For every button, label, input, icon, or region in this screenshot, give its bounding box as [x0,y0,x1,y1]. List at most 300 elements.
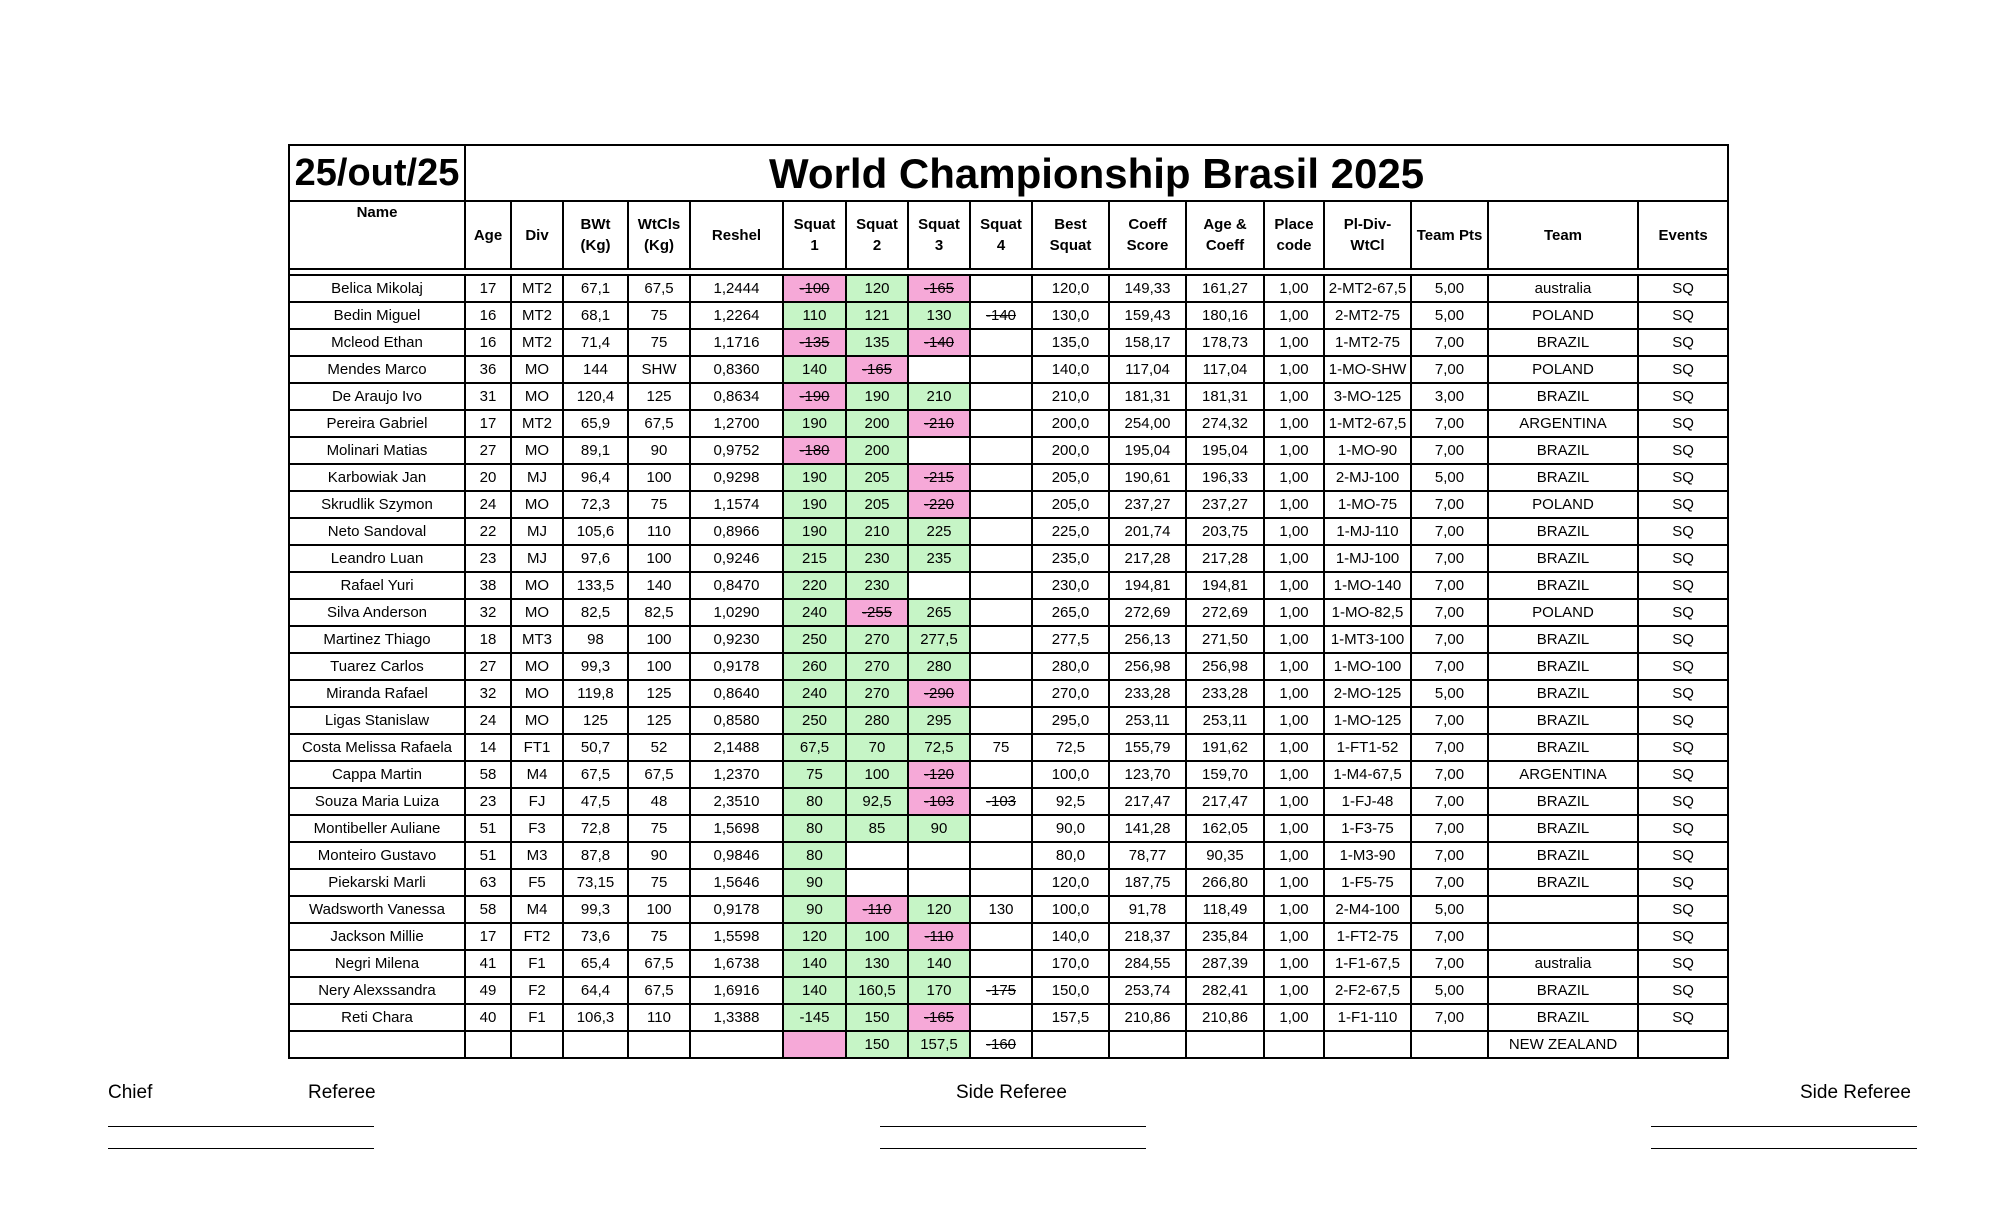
cell-text: 159,70 [1202,766,1248,783]
cell-team-pts [1411,653,1488,680]
cell-coeff-score [1109,842,1186,869]
cell-age-coeff [1186,410,1264,437]
cell-wtcls [628,734,690,761]
cell-place-code [1264,410,1324,437]
cell-text: BRAZIL [1536,1009,1590,1026]
cell-pl-div-wtcl [1324,977,1411,1004]
cell-best-squat [1032,950,1109,977]
cell-text: SQ [1672,928,1694,945]
cell-text: 120 [926,901,952,918]
cell-age [465,302,511,329]
cell-best-squat [1032,329,1109,356]
cell-text: 0,9752 [713,442,760,459]
cell-text: 217,28 [1202,550,1248,567]
cell-squat-1 [783,491,846,518]
cell-coeff-score [1109,761,1186,788]
cell-text: 180,16 [1202,307,1248,324]
cell-text: BRAZIL [1536,712,1590,729]
cell-text: 32 [479,604,497,621]
cell-text: 1,1574 [713,496,760,513]
cell-text: 17 [479,280,497,297]
cell-squat-2 [846,707,908,734]
table-row [289,977,1728,1004]
cell-reshel [690,896,783,923]
cell-reshel [690,302,783,329]
cell-text: 67,5 [644,415,674,432]
col-header-pl-div-wtcl [1324,201,1411,269]
cell-text: 90 [930,820,948,837]
cell-text: 58 [479,901,497,918]
cell-squat-1 [783,842,846,869]
cell-text: 1,00 [1279,1009,1309,1026]
cell-team [1488,869,1638,896]
cell-coeff-score [1109,1004,1186,1031]
cell-text: 117,04 [1202,361,1248,378]
cell-best-squat [1032,653,1109,680]
cell-text: SQ [1672,361,1694,378]
cell-text: 75 [992,739,1010,756]
cell-text: Mcleod Ethan [331,334,423,351]
cell-text: BRAZIL [1536,334,1590,351]
cell-events [1638,464,1728,491]
cell-text: ARGENTINA [1519,415,1607,432]
cell-text: 23 [479,550,497,567]
cell-text: SHW [641,361,677,378]
cell-text: 190,61 [1124,469,1171,486]
cell-team [1488,275,1638,302]
cell-text: 118,49 [1202,901,1248,918]
cell-text: 0,9178 [713,901,760,918]
cell-team [1488,626,1638,653]
cell-events [1638,572,1728,599]
cell-events [1638,383,1728,410]
cell-text: 7,00 [1434,955,1465,972]
signature-line [108,1148,374,1149]
cell-text: 80,0 [1055,847,1086,864]
cell-age [465,329,511,356]
cell-pl-div-wtcl [1324,815,1411,842]
cell-team-pts [1411,356,1488,383]
cell-text: MT3 [522,631,552,648]
cell-text: 235,84 [1202,928,1248,945]
cell-text: 161,27 [1202,280,1248,297]
cell-text: 1,00 [1279,847,1309,864]
cell-coeff-score [1109,491,1186,518]
signature-line [1651,1126,1917,1127]
cell-text: 120 [801,928,828,945]
cell-team-pts [1411,761,1488,788]
cell-reshel [690,518,783,545]
cell-text: 24 [479,712,497,729]
cell-text: 5,00 [1434,307,1465,324]
cell-reshel [690,950,783,977]
cell-reshel [690,923,783,950]
cell-name [289,329,465,356]
cell-reshel [690,1004,783,1031]
cell-text: SQ [1672,955,1694,972]
cell-text: SQ [1672,523,1694,540]
cell-squat-2 [846,734,908,761]
cell-div [511,572,563,599]
cell-age [465,869,511,896]
cell-name [289,572,465,599]
cell-text: SQ [1672,388,1694,405]
col-header-text: Coeff [1205,237,1245,254]
cell-events [1638,626,1728,653]
cell-age-coeff [1186,653,1264,680]
cell-events [1638,302,1728,329]
cell-age-coeff [1186,707,1264,734]
cell-text: 272,69 [1202,604,1248,621]
cell-text: 67,1 [580,280,611,297]
col-header-text: Team [1543,226,1583,244]
cell-bwt [563,653,628,680]
cell-div [511,815,563,842]
cell-bwt [563,1004,628,1031]
cell-squat-2 [846,275,908,302]
cell-squat-3 [908,815,970,842]
cell-squat-2 [846,788,908,815]
cell-text: Souza Maria Luiza [314,793,440,810]
cell-squat-4 [970,491,1032,518]
cell-squat-4 [970,464,1032,491]
cell-text: 36 [479,361,497,378]
cell-squat-3 [908,572,970,599]
cell-squat-3 [908,329,970,356]
col-header-text: (Kg) [644,237,674,254]
cell-text: -103 [985,793,1017,810]
cell-wtcls [628,464,690,491]
cell-text: 65,4 [580,955,611,972]
cell-place-code [1264,518,1324,545]
col-header-best-squat [1032,201,1109,269]
col-header-text: Squat [980,216,1022,233]
table-row [289,518,1728,545]
col-header-squat-1 [783,201,846,269]
cell-text: MJ [527,523,547,540]
cell-bwt [563,842,628,869]
cell-div [511,437,563,464]
cell-text: 135,0 [1051,334,1090,351]
cell-text: 190 [801,415,828,432]
cell-text: 7,00 [1434,1009,1465,1026]
cell-text: 230,0 [1051,577,1090,594]
cell-bwt [563,302,628,329]
cell-coeff-score [1109,275,1186,302]
cell-text: Wadsworth Vanessa [309,901,445,918]
cell-text: MO [524,388,550,405]
cell-pl-div-wtcl [1324,275,1411,302]
cell-text: Monteiro Gustavo [317,847,437,864]
cell-age [465,275,511,302]
cell-text: 100 [646,631,672,648]
cell-squat-2 [846,896,908,923]
cell-reshel [690,707,783,734]
cell-name [289,896,465,923]
cell-text: 280 [864,712,890,729]
cell-text: australia [1534,955,1592,972]
cell-squat-2 [846,761,908,788]
col-header-div [511,201,563,269]
cell-wtcls [628,275,690,302]
table-row [289,356,1728,383]
cell-text: 32 [479,685,497,702]
cell-text: SQ [1672,469,1694,486]
cell-squat-1 [783,1004,846,1031]
cell-text: 1,00 [1279,361,1309,378]
cell-text: 256,98 [1202,658,1248,675]
cell-text: 140,0 [1051,928,1090,945]
cell-text: 99,3 [580,658,611,675]
cell-text: -190 [799,388,830,405]
cell-name [289,734,465,761]
cell-text: 1,0290 [713,604,760,621]
cell-reshel [690,599,783,626]
cell-text: 141,28 [1124,820,1171,837]
cell-team [1488,707,1638,734]
cell-events [1638,842,1728,869]
cell-team-pts [1411,626,1488,653]
cell-text: -110 [862,901,892,918]
cell-name [289,626,465,653]
cell-squat-3 [908,680,970,707]
cell-text: 191,62 [1202,739,1248,756]
cell-text: MO [524,361,550,378]
cell-div [511,545,563,572]
cell-text: 2-M4-100 [1335,901,1400,918]
cell-events [1638,761,1728,788]
col-header-age [465,201,511,269]
cell-reshel [690,464,783,491]
cell-text: 7,00 [1434,793,1465,810]
col-header-text: BWt [580,216,611,233]
cell-text: 27 [479,658,497,675]
cell-text: BRAZIL [1536,793,1590,810]
cell-text: 157,5 [920,1036,958,1053]
cell-team-pts [1411,275,1488,302]
cell-text: 14 [479,739,497,756]
cell-text: -255 [861,604,893,621]
cell-text: -110 [924,928,954,945]
cell-text: 1-F1-67,5 [1334,955,1401,972]
cell-text: Neto Sandoval [327,523,427,540]
cell-place-code [1264,383,1324,410]
cell-wtcls [628,383,690,410]
cell-text: 7,00 [1434,523,1465,540]
cell-text: Bedin Miguel [333,307,421,324]
cell-age [465,815,511,842]
cell-div [511,707,563,734]
cell-text: -135 [799,334,830,351]
cell-text: Reti Chara [341,1009,413,1026]
cell-wtcls [628,329,690,356]
signature-line [880,1126,1146,1127]
cell-name [289,950,465,977]
cell-text: BRAZIL [1536,658,1590,675]
cell-text: FT1 [523,739,551,756]
cell-team-pts [1411,599,1488,626]
cell-text: BRAZIL [1536,685,1590,702]
cell-div [511,923,563,950]
cell-age [465,734,511,761]
cell-bwt [563,869,628,896]
cell-reshel [690,329,783,356]
cell-text: 72,8 [580,820,611,837]
table-row [289,815,1728,842]
cell-text: 140 [801,361,828,378]
col-header-place-code [1264,201,1324,269]
cell-name [289,1004,465,1031]
table-row [289,545,1728,572]
cell-text: 1,00 [1279,982,1309,999]
cell-squat-3 [908,950,970,977]
cell-text: 51 [479,820,497,837]
cell-text: 1-MO-140 [1333,577,1402,594]
cell-team-pts [1411,815,1488,842]
cell-text: MT2 [522,415,552,432]
cell-text: BRAZIL [1536,739,1590,756]
cell-text: 1,00 [1279,442,1309,459]
cell-age-coeff [1186,761,1264,788]
cell-text: -100 [799,280,830,297]
cell-text: 23 [479,793,497,810]
cell-place-code [1264,788,1324,815]
cell-text: 121 [864,307,890,324]
cell-coeff-score [1109,896,1186,923]
cell-squat-2 [846,815,908,842]
cell-text: 155,79 [1124,739,1171,756]
cell-best-squat [1032,707,1109,734]
cell-text: 72,3 [580,496,611,513]
cell-place-code [1264,923,1324,950]
cell-bwt [563,626,628,653]
cell-text: -165 [861,361,893,378]
cell-wtcls [628,950,690,977]
cell-squat-2 [846,950,908,977]
cell-team-pts [1411,329,1488,356]
cell-coeff-score [1109,923,1186,950]
cell-text: 67,5 [799,739,830,756]
cell-squat-4 [970,518,1032,545]
cell-squat-1 [783,815,846,842]
cell-squat-4 [970,356,1032,383]
cell-text: 1-MO-125 [1333,712,1402,729]
cell-text: 7,00 [1434,415,1465,432]
cell-text: 287,39 [1202,955,1248,972]
cell-squat-2 [846,356,908,383]
cell-reshel [690,653,783,680]
cell-text: 254,00 [1124,415,1171,432]
cell-text: 187,75 [1124,874,1171,891]
cell-text: 106,3 [576,1009,615,1026]
cell-squat-2 [846,923,908,950]
cell-text: 75 [650,307,668,324]
cell-best-squat [1032,383,1109,410]
cell-text: 1,2444 [713,280,760,297]
cell-squat-1 [783,680,846,707]
cell-text: 1,00 [1279,766,1309,783]
cell-text: 7,00 [1434,847,1465,864]
cell-text: MO [524,496,550,513]
side-referee-1-label: Side Referee [956,1082,1067,1103]
cell-text: SQ [1672,901,1694,918]
cell-text: 92,5 [1055,793,1086,810]
cell-text: 265 [926,604,952,621]
cell-text: 67,5 [644,955,674,972]
cell-text: 271,50 [1202,631,1248,648]
cell-text: 110 [802,307,827,324]
cell-text: 150,0 [1051,982,1090,999]
cell-text: Cappa Martin [331,766,423,783]
cell-text: 100 [864,766,890,783]
cell-best-squat [1032,761,1109,788]
cell-text: MT2 [522,307,552,324]
cell-text: 1,00 [1279,955,1309,972]
cell-age-coeff [1186,329,1264,356]
cell-text: 67,5 [644,982,674,999]
cell-text: 195,04 [1202,442,1248,459]
cell-squat-1 [783,761,846,788]
cell-best-squat [1032,1004,1109,1031]
cell-best-squat [1032,572,1109,599]
cell-text: 1,00 [1279,388,1309,405]
cell-best-squat [1032,275,1109,302]
cell-text: 282,41 [1202,982,1248,999]
cell-text: 67,5 [580,766,611,783]
cell-text: 157,5 [1051,1009,1090,1026]
cell-text: Piekarski Marli [328,874,426,891]
cell-text: 117,04 [1125,361,1170,378]
cell-age-coeff [1186,383,1264,410]
cell-text: 140 [801,982,828,999]
cell-text: POLAND [1532,604,1594,621]
cell-age-coeff [1186,491,1264,518]
cell-text: 50,7 [580,739,611,756]
cell-place-code [1264,734,1324,761]
cell-name [289,761,465,788]
cell-coeff-score [1109,815,1186,842]
cell-squat-1 [783,383,846,410]
cell-name [289,491,465,518]
cell-text: 73,6 [580,928,611,945]
cell-text: 1-MT2-75 [1334,334,1401,351]
cell-bwt [563,950,628,977]
cell-text: 64,4 [580,982,611,999]
cell-text: F1 [528,1009,546,1026]
cell-text: 178,73 [1202,334,1248,351]
cell-text: 272,69 [1124,604,1171,621]
cell-bwt [563,275,628,302]
cell-text: 1,5698 [713,820,760,837]
cell-text: 1,00 [1279,712,1309,729]
cell-pl-div-wtcl [1324,626,1411,653]
cell-pl-div-wtcl [1324,464,1411,491]
cell-team-pts [1411,788,1488,815]
cell-age-coeff [1186,302,1264,329]
cell-wtcls [628,572,690,599]
cell-text: Pereira Gabriel [326,415,428,432]
cell-text: ARGENTINA [1519,766,1607,783]
cell-events [1638,410,1728,437]
cell-text: 80 [806,820,823,837]
cell-text: SQ [1672,442,1694,459]
cell-text: 1-MO-75 [1337,496,1398,513]
cell-events [1638,437,1728,464]
cell-wtcls [628,761,690,788]
cell-text: M4 [526,901,548,918]
cell-wtcls [628,680,690,707]
cell-text: -290 [923,685,955,702]
